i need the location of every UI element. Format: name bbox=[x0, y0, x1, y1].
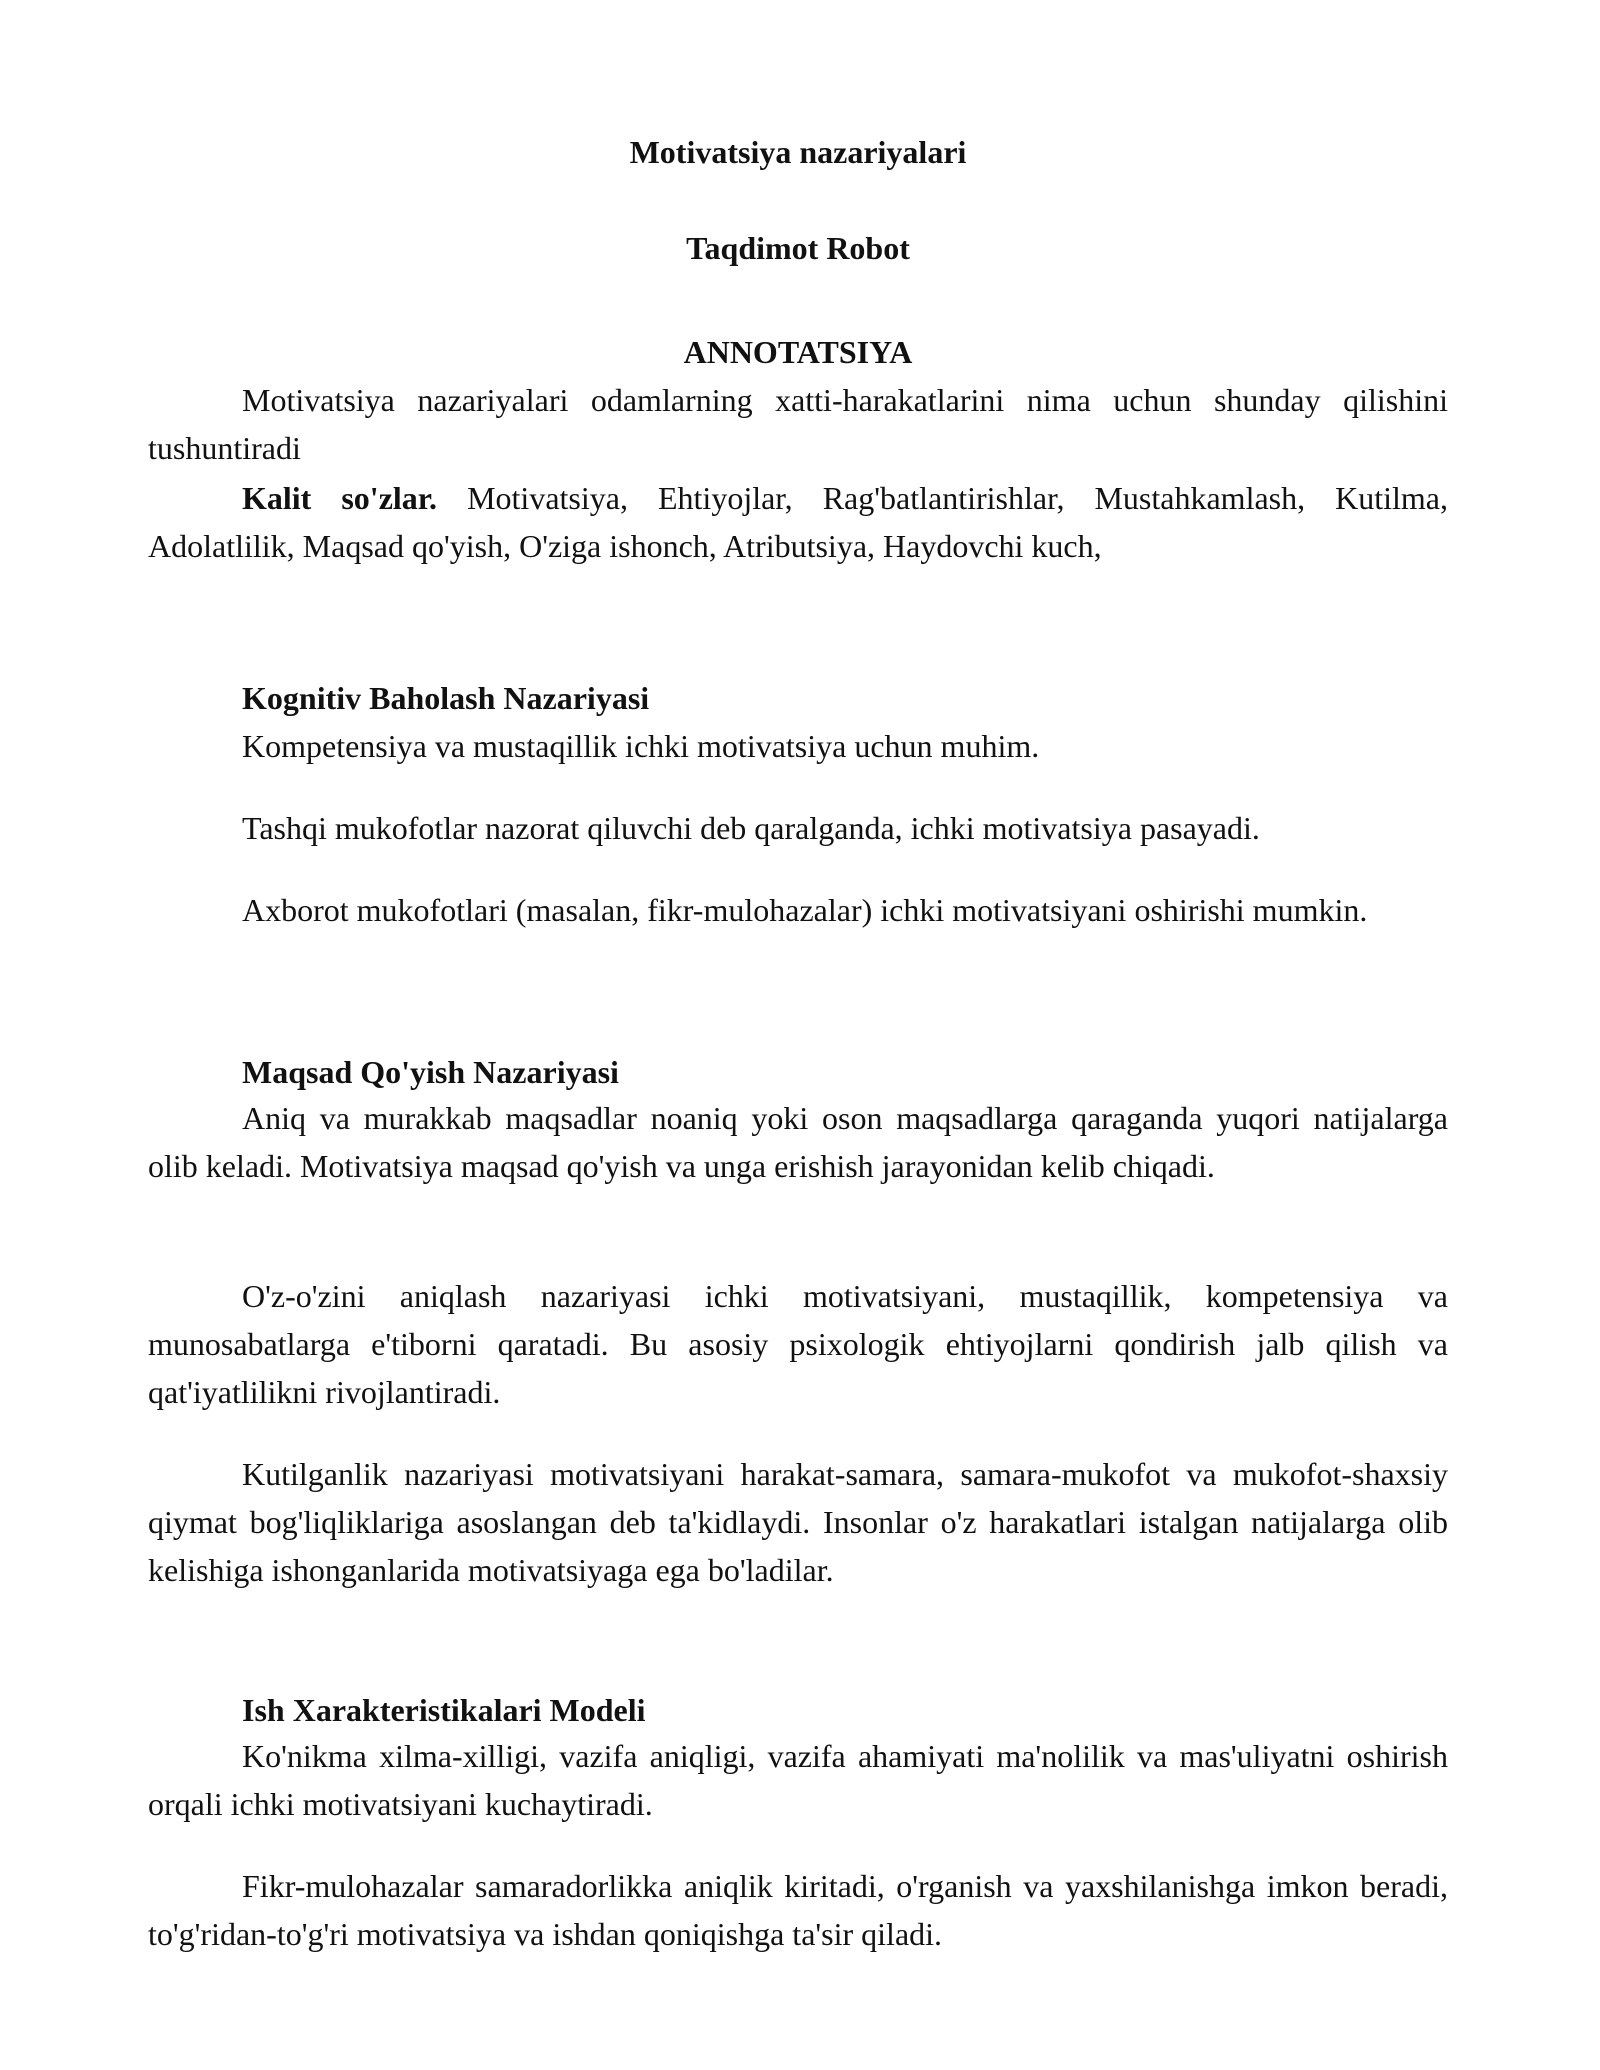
section-paragraph: Tashqi mukofotlar nazorat qiluvchi deb qaralganda, ichki motivatsiya pasayadi. bbox=[242, 810, 1260, 846]
section-paragraph: Aniq va murakkab maqsadlar noaniq yoki oson maqsadlarga qaraganda yuqori natijalarga olib keladi. Motivatsiya maqsad qo'yish va unga erishish jarayonidan kelib chiqadi. bbox=[148, 1100, 1448, 1184]
annotation-heading: ANNOTATSIYA bbox=[683, 334, 913, 370]
section-paragraph: Kompetensiya va mustaqillik ichki motivatsiya uchun muhim. bbox=[242, 728, 1040, 764]
keywords-paragraph bbox=[148, 474, 1448, 570]
section-heading: Kognitiv Baholash Nazariyasi bbox=[242, 680, 650, 716]
section-paragraph: Ko'nikma xilma-xilligi, vazifa aniqligi, vazifa ahamiyati ma'nolilik va mas'uliyatni oshirish orqali ichki motivatsiyani kuchaytiradi. bbox=[148, 1738, 1448, 1822]
section-paragraph: O'z-o'zini aniqlash nazariyasi ichki motivatsiyani, mustaqillik, kompetensiya va munosabatlarga e'tiborni qaratadi. Bu asosiy psixologik ehtiyojlarni qondirish jalb qilish va qat'iyatlilikni rivojlantiradi. bbox=[148, 1278, 1448, 1410]
section-paragraph: Axborot mukofotlari (masalan, fikr-mulohazalar) ichki motivatsiyani oshirishi mumkin. bbox=[242, 892, 1368, 928]
section-paragraph: Fikr-mulohazalar samaradorlikka aniqlik kiritadi, o'rganish va yaxshilanishga imkon beradi, to'g'ridan-to'g'ri motivatsiya va ishdan qoniqishga ta'sir qiladi. bbox=[148, 1868, 1448, 1952]
annotation-text: Motivatsiya nazariyalari odamlarning xatti-harakatlarini nima uchun shunday qilishini tushuntiradi bbox=[148, 382, 1448, 466]
section-paragraph: Kutilganlik nazariyasi motivatsiyani harakat-samara, samara-mukofot va mukofot-shaxsiy qiymat bog'liqliklariga asoslangan deb ta'kidlaydi. Insonlar o'z harakatlari istalgan natijalarga olib kelishiga ishonganlarida motivatsiyaga ega bo'ladilar. bbox=[148, 1456, 1448, 1588]
keywords-label: Kalit so'zlar. bbox=[242, 480, 438, 516]
document-title: Motivatsiya nazariyalari bbox=[629, 134, 967, 170]
keywords-text: Motivatsiya, Ehtiyojlar, Rag'batlantirishlar, Mustahkamlash, Kutilma, Adolatlilik, Maqsad qo'yish, O'ziga ishonch, Atributsiya, Haydovchi kuch, bbox=[148, 480, 1449, 564]
section-heading: Ish Xarakteristikalari Modeli bbox=[242, 1692, 646, 1728]
document-author: Taqdimot Robot bbox=[686, 230, 910, 266]
section-heading: Maqsad Qo'yish Nazariyasi bbox=[242, 1054, 619, 1090]
